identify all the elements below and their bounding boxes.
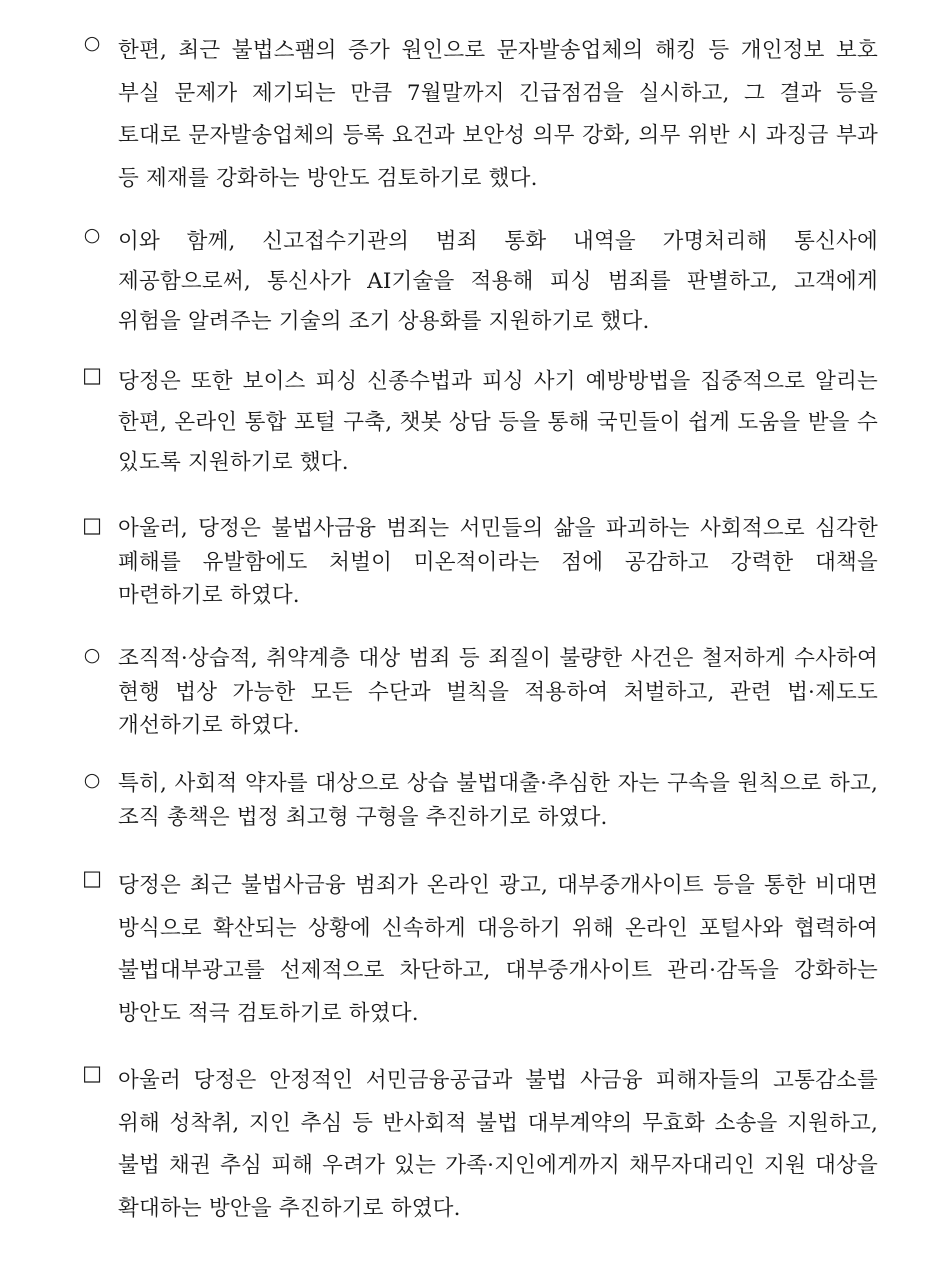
paragraph-ai-phishing <box>78 222 878 342</box>
paragraph-text: 아울러 당정은 안정적인 서민금융공급과 불법 사금융 피해자들의 고통감소를 위해 성착취, 지인 추심 등 반사회적 불법 대부계약의 무효화 소송을 지원하고, 불법 채권 추심 피해 우려가 있는 가족·지인에게까지 채무자대리인 지원 대상을 확대하는 방안을 추진하기로 하였다. <box>118 1068 878 1222</box>
paragraph-text: 한편, 최근 불법스팸의 증가 원인으로 문자발송업체의 해킹 등 개인정보 보호 부실 문제가 제기되는 만큼 7월말까지 긴급점검을 실시하고, 그 결과 등을 토대로 문자발송업체의 등록 요건과 보안성 의무 강화, 의무 위반 시 과징금 부과 등 제재를 강화하는 방안도 검토하기로 했다. <box>118 38 878 192</box>
circle-bullet-icon: ○ <box>83 32 101 54</box>
paragraph-text: 당정은 또한 보이스 피싱 신종수법과 피싱 사기 예방방법을 집중적으로 알리는 한편, 온라인 통합 포털 구축, 챗봇 상담 등을 통해 국민들이 쉽게 도움을 받을 수 있도록 지원하기로 했다. <box>118 369 878 475</box>
paragraph-victim-support <box>78 1060 878 1231</box>
paragraph-text: 특히, 사회적 약자를 대상으로 상습 불법대출·추심한 자는 구속을 원칙으로 하고, 조직 총책은 법정 최고형 구형을 추진하기로 하였다. <box>118 771 878 830</box>
paragraph-illegal-finance-measures <box>78 512 878 613</box>
circle-bullet-icon: ○ <box>83 644 101 666</box>
square-bullet-icon: □ <box>82 1061 102 1085</box>
square-bullet-icon: □ <box>82 866 102 890</box>
paragraph-online-ads <box>78 865 878 1036</box>
paragraph-text: 이와 함께, 신고접수기관의 범죄 통화 내역을 가명처리해 통신사에 제공함으로써, 통신사가 AI기술을 적용해 피싱 범죄를 판별하고, 고객에게 위험을 알려주는 기술의 조기 상용화를 지원하기로 했다. <box>118 229 878 334</box>
circle-bullet-icon: ○ <box>83 224 101 246</box>
paragraph-text: 조직적·상습적, 취약계층 대상 범죄 등 죄질이 불량한 사건은 철저하게 수사하여 현행 법상 가능한 모든 수단과 벌칙을 적용하여 처벌하고, 관련 법·제도도 개선하기로 하였다. <box>118 646 878 738</box>
circle-bullet-icon: ○ <box>83 769 101 791</box>
paragraph-text: 당정은 최근 불법사금융 범죄가 온라인 광고, 대부중개사이트 등을 통한 비대면 방식으로 확산되는 상황에 신속하게 대응하기 위해 온라인 포털사와 협력하여 불법대부광고를 선제적으로 차단하고, 대부중개사이트 관리·감독을 강화하는 방안도 적극 검토하기로 하였다. <box>118 873 878 1027</box>
square-bullet-icon: □ <box>82 513 102 537</box>
paragraph-organized-crime <box>78 642 878 743</box>
paragraph-voice-phishing-awareness <box>78 362 878 484</box>
paragraph-spam-inspection <box>78 30 878 201</box>
paragraph-vulnerable-victims <box>78 767 878 834</box>
square-bullet-icon: □ <box>82 363 102 387</box>
paragraph-text: 아울러, 당정은 불법사금융 범죄는 서민들의 삶을 파괴하는 사회적으로 심각한 폐해를 유발함에도 처벌이 미온적이라는 점에 공감하고 강력한 대책을 마련하기로 하였다. <box>118 516 878 608</box>
